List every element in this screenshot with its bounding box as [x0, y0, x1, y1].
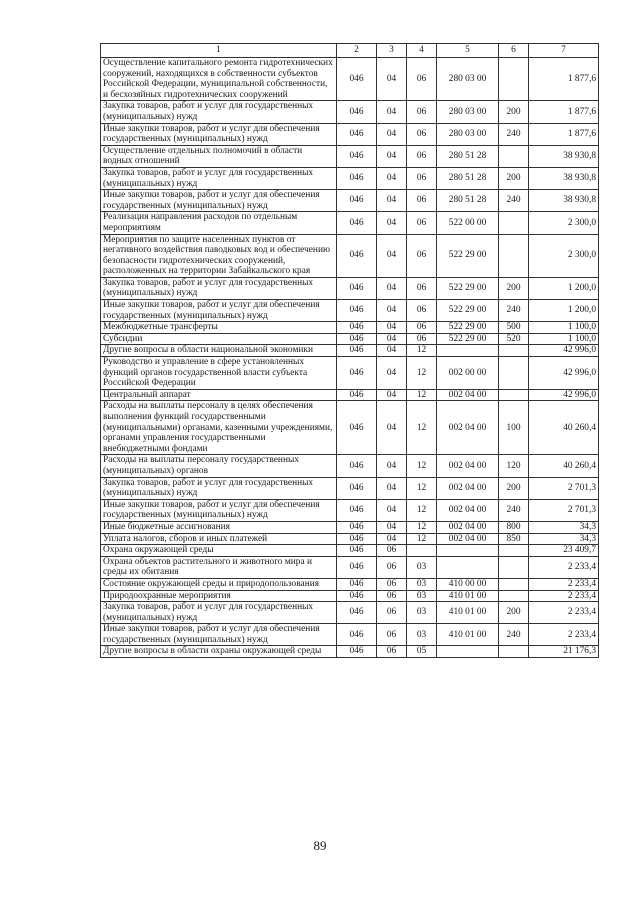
page-number: 89: [313, 838, 327, 853]
table-row: [101, 277, 599, 299]
row-target-article-cell: 280 03 00: [437, 58, 499, 101]
row-subsection-cell: 06: [407, 101, 437, 123]
row-amount-cell: 2 233,4: [529, 578, 599, 590]
header-cell: 3: [377, 44, 407, 58]
table-row: [101, 190, 599, 212]
row-section-cell: 04: [377, 58, 407, 101]
row-subsection-cell: 03: [407, 624, 437, 646]
row-chapter-cell: 046: [337, 123, 377, 145]
row-amount-cell: 2 300,0: [529, 212, 599, 234]
row-expense-type-cell: [499, 556, 529, 578]
row-chapter-cell: 046: [337, 499, 377, 521]
row-target-article-cell: [437, 345, 499, 357]
row-target-article-cell: 280 03 00: [437, 123, 499, 145]
header-cell: 6: [499, 44, 529, 58]
table-row: [101, 333, 599, 345]
table-row: [101, 212, 599, 234]
table-row: [101, 167, 599, 189]
row-target-article-cell: 280 03 00: [437, 101, 499, 123]
row-amount-cell: 42 996,0: [529, 357, 599, 390]
row-target-article-cell: 280 51 28: [437, 190, 499, 212]
row-name-cell: Другие вопросы в области охраны окружающей среды: [101, 646, 337, 658]
row-section-cell: 04: [377, 499, 407, 521]
row-target-article-cell: 002 00 00: [437, 357, 499, 390]
row-expense-type-cell: 100: [499, 401, 529, 455]
row-amount-cell: 2 701,3: [529, 499, 599, 521]
row-expense-type-cell: [499, 590, 529, 602]
row-section-cell: 04: [377, 101, 407, 123]
table-row: [101, 521, 599, 533]
row-target-article-cell: [437, 545, 499, 557]
table-header-row: [101, 44, 599, 58]
row-subsection-cell: 12: [407, 357, 437, 390]
row-section-cell: 06: [377, 578, 407, 590]
row-subsection-cell: 06: [407, 333, 437, 345]
row-name-cell: Реализация направления расходов по отдельным мероприятиям: [101, 212, 337, 234]
row-name-cell: Иные бюджетные ассигнования: [101, 521, 337, 533]
row-chapter-cell: 046: [337, 101, 377, 123]
row-target-article-cell: 410 01 00: [437, 590, 499, 602]
row-name-cell: Природоохранные мероприятия: [101, 590, 337, 602]
row-amount-cell: 42 996,0: [529, 389, 599, 401]
table-row: [101, 602, 599, 624]
row-amount-cell: 2 233,4: [529, 556, 599, 578]
row-target-article-cell: 280 51 28: [437, 145, 499, 167]
row-expense-type-cell: 200: [499, 167, 529, 189]
row-chapter-cell: 046: [337, 521, 377, 533]
row-chapter-cell: 046: [337, 556, 377, 578]
row-amount-cell: 23 409,7: [529, 545, 599, 557]
table-row: [101, 590, 599, 602]
row-subsection-cell: 06: [407, 234, 437, 277]
row-chapter-cell: 046: [337, 590, 377, 602]
row-name-cell: Закупка товаров, работ и услуг для государственных (муниципальных) нужд: [101, 477, 337, 499]
table-row: [101, 300, 599, 322]
table-row: [101, 499, 599, 521]
row-name-cell: Осуществление отдельных полномочий в области водных отношений: [101, 145, 337, 167]
row-expense-type-cell: 240: [499, 499, 529, 521]
table-row: [101, 58, 599, 101]
row-subsection-cell: 12: [407, 499, 437, 521]
row-name-cell: Закупка товаров, работ и услуг для государственных (муниципальных) нужд: [101, 167, 337, 189]
row-subsection-cell: 06: [407, 300, 437, 322]
table-row: [101, 123, 599, 145]
table-row: [101, 477, 599, 499]
row-name-cell: Субсидии: [101, 333, 337, 345]
row-section-cell: 04: [377, 277, 407, 299]
row-section-cell: 06: [377, 556, 407, 578]
row-subsection-cell: 12: [407, 477, 437, 499]
row-expense-type-cell: 240: [499, 123, 529, 145]
row-subsection-cell: 06: [407, 167, 437, 189]
row-target-article-cell: 002 04 00: [437, 401, 499, 455]
row-expense-type-cell: [499, 212, 529, 234]
row-amount-cell: 1 877,6: [529, 123, 599, 145]
row-chapter-cell: 046: [337, 234, 377, 277]
table-row: [101, 533, 599, 545]
row-chapter-cell: 046: [337, 322, 377, 334]
row-name-cell: Закупка товаров, работ и услуг для государственных (муниципальных) нужд: [101, 277, 337, 299]
header-cell: 5: [437, 44, 499, 58]
row-section-cell: 04: [377, 322, 407, 334]
row-target-article-cell: 410 00 00: [437, 578, 499, 590]
row-amount-cell: 2 300,0: [529, 234, 599, 277]
row-expense-type-cell: [499, 58, 529, 101]
row-expense-type-cell: [499, 646, 529, 658]
header-cell: 2: [337, 44, 377, 58]
row-name-cell: Иные закупки товаров, работ и услуг для обеспечения государственных (муниципальных) нужд: [101, 190, 337, 212]
row-amount-cell: 2 233,4: [529, 624, 599, 646]
row-expense-type-cell: [499, 145, 529, 167]
row-expense-type-cell: 200: [499, 602, 529, 624]
header-cell: 4: [407, 44, 437, 58]
row-section-cell: 04: [377, 477, 407, 499]
header-cell: 7: [529, 44, 599, 58]
row-subsection-cell: 03: [407, 602, 437, 624]
row-subsection-cell: 12: [407, 455, 437, 477]
table-body: [101, 58, 599, 658]
row-name-cell: Иные закупки товаров, работ и услуг для обеспечения государственных (муниципальных) нужд: [101, 123, 337, 145]
row-amount-cell: 38 930,8: [529, 167, 599, 189]
row-expense-type-cell: [499, 545, 529, 557]
row-section-cell: 06: [377, 624, 407, 646]
row-amount-cell: 2 701,3: [529, 477, 599, 499]
table-row: [101, 646, 599, 658]
row-chapter-cell: 046: [337, 345, 377, 357]
row-subsection-cell: 12: [407, 521, 437, 533]
row-section-cell: 04: [377, 357, 407, 390]
row-expense-type-cell: 120: [499, 455, 529, 477]
row-name-cell: Состояние окружающей среды и природопользования: [101, 578, 337, 590]
row-target-article-cell: [437, 646, 499, 658]
row-target-article-cell: 522 29 00: [437, 277, 499, 299]
row-amount-cell: 42 996,0: [529, 345, 599, 357]
row-target-article-cell: 410 01 00: [437, 602, 499, 624]
row-subsection-cell: [407, 545, 437, 557]
table-row: [101, 145, 599, 167]
row-chapter-cell: 046: [337, 602, 377, 624]
row-section-cell: 06: [377, 646, 407, 658]
row-subsection-cell: 06: [407, 212, 437, 234]
row-subsection-cell: 06: [407, 123, 437, 145]
row-chapter-cell: 046: [337, 533, 377, 545]
row-chapter-cell: 046: [337, 578, 377, 590]
row-chapter-cell: 046: [337, 277, 377, 299]
table-row: [101, 556, 599, 578]
row-subsection-cell: 03: [407, 556, 437, 578]
row-name-cell: Другие вопросы в области национальной экономики: [101, 345, 337, 357]
row-section-cell: 06: [377, 602, 407, 624]
row-amount-cell: 1 100,0: [529, 333, 599, 345]
row-name-cell: Иные закупки товаров, работ и услуг для обеспечения государственных (муниципальных) нужд: [101, 300, 337, 322]
table-row: [101, 578, 599, 590]
row-amount-cell: 38 930,8: [529, 145, 599, 167]
row-name-cell: Расходы на выплаты персоналу в целях обеспечения выполнения функций государственными (муниципальными) органами, казенными учреждениями, органами управления государственными внебюджетными фондами: [101, 401, 337, 455]
row-amount-cell: 1 200,0: [529, 277, 599, 299]
row-name-cell: Расходы на выплаты персоналу государственных (муниципальных) органов: [101, 455, 337, 477]
table-row: [101, 389, 599, 401]
row-section-cell: 06: [377, 545, 407, 557]
row-target-article-cell: 002 04 00: [437, 533, 499, 545]
row-chapter-cell: 046: [337, 300, 377, 322]
row-subsection-cell: 03: [407, 578, 437, 590]
row-chapter-cell: 046: [337, 455, 377, 477]
row-amount-cell: 40 260,4: [529, 455, 599, 477]
table-row: [101, 545, 599, 557]
row-expense-type-cell: 240: [499, 190, 529, 212]
row-name-cell: Закупка товаров, работ и услуг для государственных (муниципальных) нужд: [101, 602, 337, 624]
row-chapter-cell: 046: [337, 646, 377, 658]
row-target-article-cell: 280 51 28: [437, 167, 499, 189]
row-expense-type-cell: 240: [499, 624, 529, 646]
row-chapter-cell: 046: [337, 167, 377, 189]
row-subsection-cell: 06: [407, 145, 437, 167]
row-chapter-cell: 046: [337, 212, 377, 234]
row-section-cell: 04: [377, 145, 407, 167]
row-name-cell: Иные закупки товаров, работ и услуг для обеспечения государственных (муниципальных) нужд: [101, 624, 337, 646]
row-amount-cell: 1 877,6: [529, 58, 599, 101]
row-section-cell: 04: [377, 190, 407, 212]
row-subsection-cell: 06: [407, 322, 437, 334]
row-chapter-cell: 046: [337, 545, 377, 557]
table-row: [101, 455, 599, 477]
row-expense-type-cell: 240: [499, 300, 529, 322]
row-target-article-cell: 522 00 00: [437, 212, 499, 234]
table-row: [101, 322, 599, 334]
row-amount-cell: 2 233,4: [529, 590, 599, 602]
row-amount-cell: 34,3: [529, 521, 599, 533]
row-section-cell: 04: [377, 345, 407, 357]
row-target-article-cell: [437, 556, 499, 578]
row-chapter-cell: 046: [337, 58, 377, 101]
row-expense-type-cell: 800: [499, 521, 529, 533]
row-subsection-cell: 06: [407, 58, 437, 101]
row-name-cell: Руководство и управление в сфере установленных функций органов государственной власти субъекта Российской Федерации: [101, 357, 337, 390]
row-expense-type-cell: 850: [499, 533, 529, 545]
row-subsection-cell: 05: [407, 646, 437, 658]
table-row: [101, 101, 599, 123]
row-amount-cell: 38 930,8: [529, 190, 599, 212]
row-target-article-cell: 522 29 00: [437, 300, 499, 322]
row-subsection-cell: 06: [407, 277, 437, 299]
row-name-cell: Мероприятия по защите населенных пунктов от негативного воздействия паводковых вод и обеспечению безопасности гидротехнических сооружений, расположенных на территории Забайкальского края: [101, 234, 337, 277]
row-subsection-cell: 12: [407, 533, 437, 545]
row-section-cell: 04: [377, 401, 407, 455]
row-subsection-cell: 06: [407, 190, 437, 212]
row-section-cell: 04: [377, 521, 407, 533]
row-name-cell: Охрана объектов растительного и животного мира и среды их обитания: [101, 556, 337, 578]
row-section-cell: 04: [377, 234, 407, 277]
row-amount-cell: 1 100,0: [529, 322, 599, 334]
row-expense-type-cell: 500: [499, 322, 529, 334]
row-amount-cell: 40 260,4: [529, 401, 599, 455]
row-amount-cell: 1 200,0: [529, 300, 599, 322]
row-section-cell: 04: [377, 333, 407, 345]
row-section-cell: 04: [377, 389, 407, 401]
row-chapter-cell: 046: [337, 145, 377, 167]
row-chapter-cell: 046: [337, 477, 377, 499]
row-section-cell: 04: [377, 123, 407, 145]
row-expense-type-cell: 200: [499, 477, 529, 499]
row-amount-cell: 2 233,4: [529, 602, 599, 624]
row-section-cell: 04: [377, 300, 407, 322]
row-name-cell: Закупка товаров, работ и услуг для государственных (муниципальных) нужд: [101, 101, 337, 123]
table-row: [101, 401, 599, 455]
row-expense-type-cell: 520: [499, 333, 529, 345]
row-subsection-cell: 03: [407, 590, 437, 602]
row-target-article-cell: 002 04 00: [437, 477, 499, 499]
row-name-cell: Осуществление капитального ремонта гидротехнических сооружений, находящихся в собственности субъектов Российской Федерации, муниципальной собственности, и бесхозяйных гидротехнических сооружений: [101, 58, 337, 101]
row-name-cell: Охрана окружающей среды: [101, 545, 337, 557]
row-subsection-cell: 12: [407, 401, 437, 455]
row-expense-type-cell: [499, 234, 529, 277]
row-target-article-cell: 522 29 00: [437, 234, 499, 277]
row-name-cell: Межбюджетные трансферты: [101, 322, 337, 334]
row-section-cell: 04: [377, 533, 407, 545]
budget-table: [100, 43, 599, 658]
row-section-cell: 04: [377, 167, 407, 189]
row-expense-type-cell: 200: [499, 101, 529, 123]
header-cell: 1: [101, 44, 337, 58]
row-expense-type-cell: [499, 345, 529, 357]
row-target-article-cell: 522 29 00: [437, 333, 499, 345]
row-expense-type-cell: [499, 578, 529, 590]
table-row: [101, 345, 599, 357]
row-subsection-cell: 12: [407, 345, 437, 357]
row-section-cell: 04: [377, 455, 407, 477]
row-amount-cell: 1 877,6: [529, 101, 599, 123]
row-subsection-cell: 12: [407, 389, 437, 401]
row-section-cell: 04: [377, 212, 407, 234]
table-row: [101, 624, 599, 646]
row-name-cell: Центральный аппарат: [101, 389, 337, 401]
row-target-article-cell: 002 04 00: [437, 389, 499, 401]
row-expense-type-cell: [499, 357, 529, 390]
row-target-article-cell: 002 04 00: [437, 455, 499, 477]
row-chapter-cell: 046: [337, 389, 377, 401]
row-name-cell: Иные закупки товаров, работ и услуг для обеспечения государственных (муниципальных) нужд: [101, 499, 337, 521]
row-target-article-cell: 522 29 00: [437, 322, 499, 334]
row-target-article-cell: 002 04 00: [437, 521, 499, 533]
row-chapter-cell: 046: [337, 357, 377, 390]
row-chapter-cell: 046: [337, 401, 377, 455]
row-chapter-cell: 046: [337, 190, 377, 212]
row-chapter-cell: 046: [337, 333, 377, 345]
row-target-article-cell: 002 04 00: [437, 499, 499, 521]
table-row: [101, 357, 599, 390]
row-section-cell: 06: [377, 590, 407, 602]
row-chapter-cell: 046: [337, 624, 377, 646]
row-expense-type-cell: [499, 389, 529, 401]
row-amount-cell: 34,3: [529, 533, 599, 545]
row-target-article-cell: 410 01 00: [437, 624, 499, 646]
row-expense-type-cell: 200: [499, 277, 529, 299]
row-amount-cell: 21 176,3: [529, 646, 599, 658]
row-name-cell: Уплата налогов, сборов и иных платежей: [101, 533, 337, 545]
table-row: [101, 234, 599, 277]
